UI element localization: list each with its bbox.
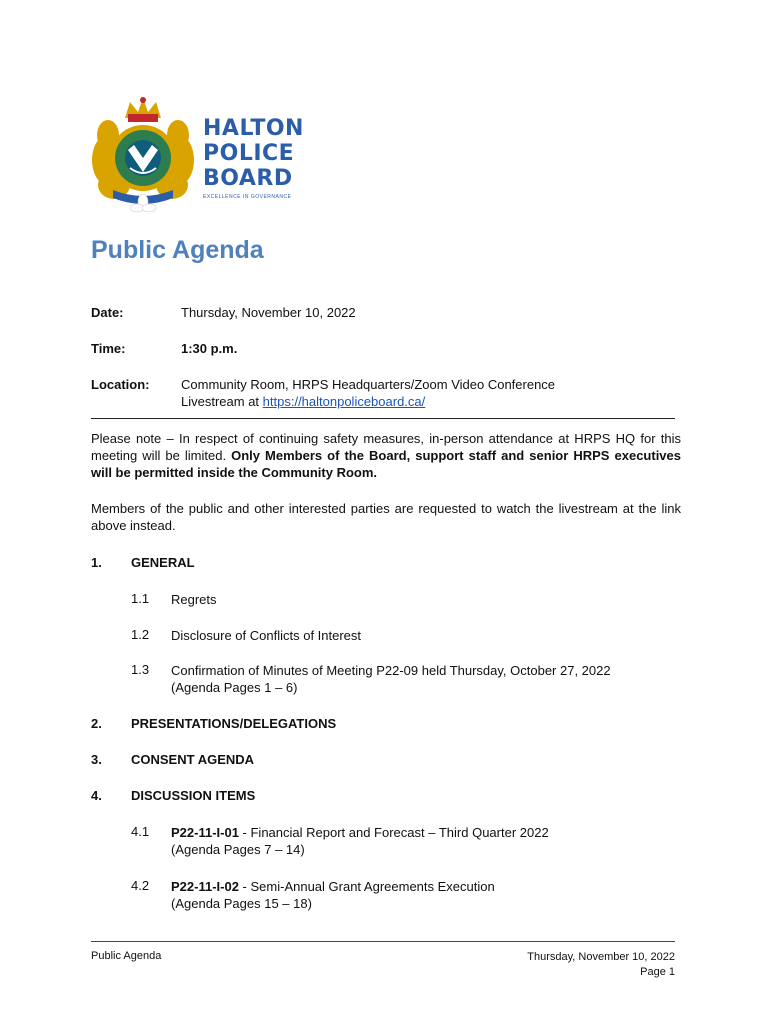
footer-meta [527,950,675,980]
logo-word-2: POLICE [203,141,295,166]
location-label: Location: [91,377,150,392]
item-number: 4.1 [131,824,150,839]
section-number: 2. [91,716,102,731]
halton-police-board-logo [88,90,304,215]
section-title: PRESENTATIONS/DELEGATIONS [131,716,337,731]
logo-word-3: BOARD [203,166,293,191]
livestream-link[interactable]: https://haltonpoliceboard.ca/ [262,394,426,409]
item-text: Disclosure of Conflicts of Interest [171,628,362,643]
item-code: P22-11-I-01 [171,825,239,840]
section-title: DISCUSSION ITEMS [131,788,256,803]
livestream-prefix: Livestream at [181,394,263,409]
date-value: Thursday, November 10, 2022 [181,305,356,320]
header-divider [91,418,675,419]
livestream-line [181,394,425,409]
logo-word-1: HALTON [203,116,304,141]
footer-divider [91,941,675,942]
item-pages: (Agenda Pages 15 – 18) [171,896,312,911]
safety-notice-bold: Only Members of the Board, support staff and senior HRPS executives will be permitted inside the Community Room. [91,448,681,480]
section-number: 4. [91,788,102,803]
time-value: 1:30 p.m. [181,341,238,356]
item-number: 1.3 [131,662,150,677]
safety-notice-text: Please note – In respect of continuing safety measures, in-person attendance at HRPS HQ for this meeting will be limited. [91,431,681,463]
public-note: Members of the public and other interested parties are requested to watch the livestream at the link above instead. [91,501,681,533]
footer-title: Public Agenda [91,950,162,962]
item-description: - Semi-Annual Grant Agreements Execution [238,879,495,894]
item-text: Regrets [171,592,217,607]
item-pages: (Agenda Pages 1 – 6) [171,680,298,695]
section-number: 3. [91,752,102,767]
item-text [171,878,495,912]
item-text [171,824,549,858]
section-number: 1. [91,555,102,570]
item-number: 4.2 [131,878,150,893]
logo-tagline: EXCELLENCE IN GOVERNANCE [203,194,292,200]
footer-date: Thursday, November 10, 2022 [527,951,675,963]
time-label: Time: [91,341,126,356]
item-pages: (Agenda Pages 7 – 14) [171,842,305,857]
logo-wordmark [203,116,304,200]
page-number: Page 1 [640,966,675,978]
item-code: P22-11-I-02 [171,879,239,894]
date-label: Date: [91,305,124,320]
item-description: Confirmation of Minutes of Meeting P22-09 held Thursday, October 27, 2022 [171,663,611,678]
location-value: Community Room, HRPS Headquarters/Zoom Video Conference [181,377,556,392]
page-title: Public Agenda [91,236,264,264]
item-number: 1.2 [131,627,150,642]
section-title: GENERAL [131,555,195,570]
item-text [171,662,611,696]
police-crest-icon [88,90,198,215]
item-description: - Financial Report and Forecast – Third Quarter 2022 [238,825,549,840]
safety-notice [91,430,681,481]
item-number: 1.1 [131,591,150,606]
section-title: CONSENT AGENDA [131,752,255,767]
